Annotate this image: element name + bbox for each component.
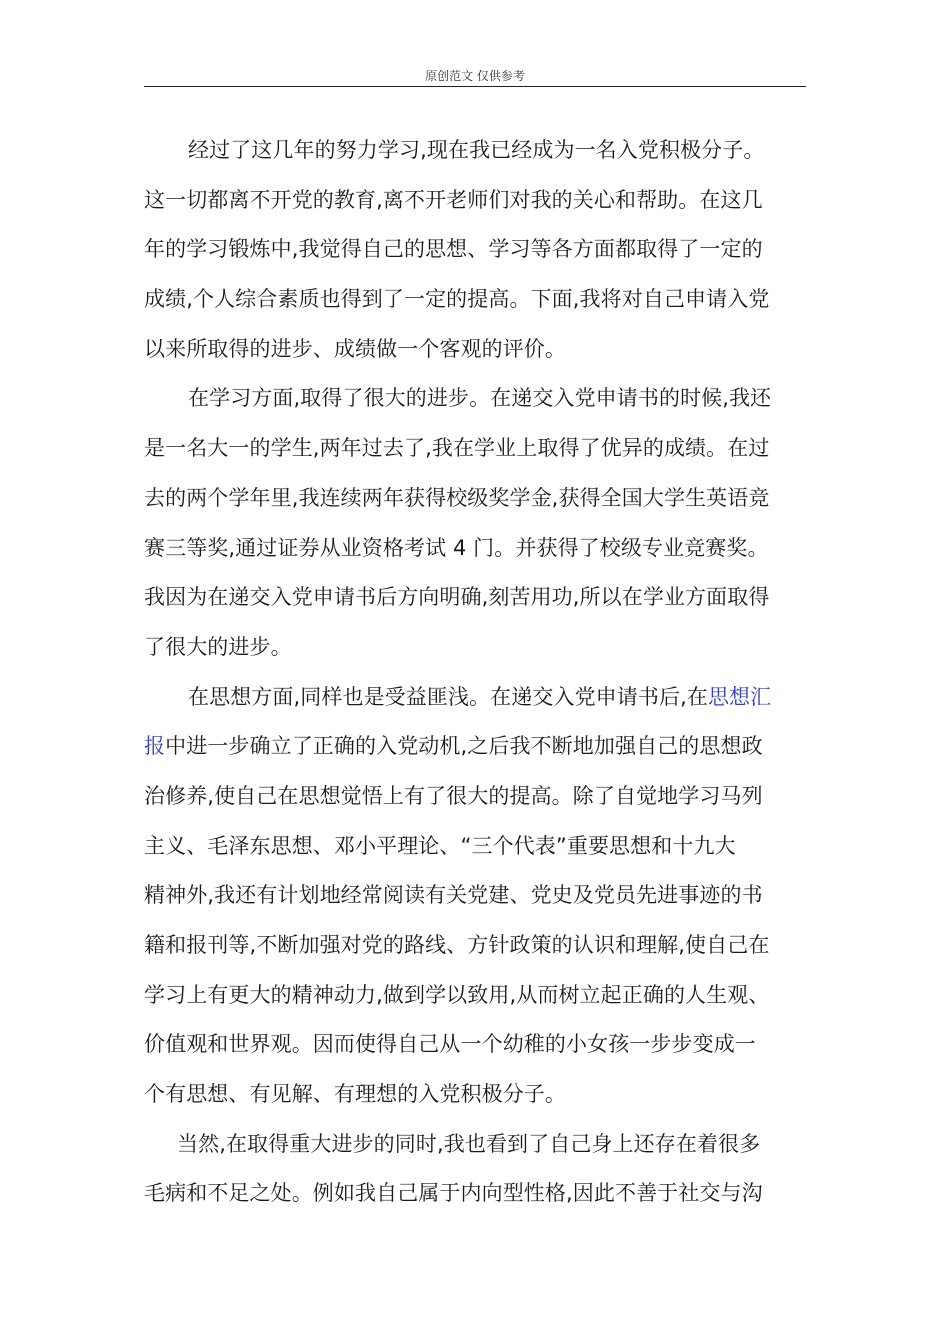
- text-line: 在学习方面,取得了很大的进步。在递交入党申请书的时候,我还: [188, 386, 772, 411]
- text-line: 治修养,使自己在思想觉悟上有了很大的提高。除了自觉地学习马列: [144, 783, 763, 808]
- paragraph-1: [144, 126, 808, 374]
- text-line: 个有思想、有见解、有理想的入党积极分子。: [144, 1082, 566, 1107]
- text-line: 以来所取得的进步、成绩做一个客观的评价。: [144, 336, 566, 361]
- text-line: 赛三等奖,通过证券从业资格考试 4 门。并获得了校级专业竞赛奖。: [144, 535, 769, 560]
- text-segment: 在思想方面,同样也是受益匪浅。在递交入党申请书后,在: [188, 684, 708, 709]
- text-line: 我因为在递交入党申请书后方向明确,刻苦用功,所以在学业方面取得: [144, 585, 770, 610]
- text-line: 经过了这几年的努力学习,现在我已经成为一名入党积极分子。: [188, 138, 765, 162]
- text-line: 精神外,我还有计划地经常阅读有关党建、党史及党员先进事迹的书: [144, 883, 763, 908]
- text-line: [144, 722, 808, 772]
- paragraph-2: [144, 374, 808, 672]
- text-line: 了很大的进步。: [144, 634, 292, 659]
- text-line: 这一切都离不开党的教育,离不开老师们对我的关心和帮助。在这几: [144, 187, 763, 212]
- text-line: 成绩,个人综合素质也得到了一定的提高。下面,我将对自己申请入党: [144, 287, 770, 312]
- text-line: 年的学习锻炼中,我觉得自己的思想、学习等各方面都取得了一定的: [144, 237, 763, 262]
- header-text: 原创范文 仅供参考: [425, 69, 525, 83]
- text-line: 价值观和世界观。因而使得自己从一个幼稚的小女孩一步步变成一: [144, 1032, 756, 1057]
- link-sixiang-huibao[interactable]: 思想汇: [707, 684, 772, 709]
- text-segment: 中进一步确立了正确的入党动机,之后我不断地加强自己的思想政: [165, 734, 763, 759]
- text-line: [144, 673, 808, 723]
- text-line: 毛病和不足之处。例如我自己属于内向型性格,因此不善于社交与沟: [144, 1181, 763, 1206]
- text-line: 主义、毛泽东思想、邓小平理论、“三个代表”重要思想和十九大: [144, 833, 736, 858]
- link-sixiang-huibao-continued[interactable]: 报: [144, 734, 166, 759]
- paragraph-4: [144, 1120, 808, 1219]
- text-line: 是一名大一的学生,两年过去了,我在学业上取得了优异的成绩。在过: [144, 436, 770, 461]
- text-line: 去的两个学年里,我连续两年获得校级奖学金,获得全国大学生英语竞: [144, 485, 770, 510]
- text-line: 籍和报刊等,不断加强对党的路线、方针政策的认识和理解,使自己在: [144, 933, 770, 957]
- text-line: 当然,在取得重大进步的同时,我也看到了自己身上还存在着很多: [177, 1131, 761, 1156]
- text-line: 学习上有更大的精神动力,做到学以致用,从而树立起正确的人生观、: [144, 982, 770, 1007]
- document-body: [144, 126, 808, 1219]
- paragraph-3: [144, 673, 808, 1120]
- page-header: [144, 66, 806, 87]
